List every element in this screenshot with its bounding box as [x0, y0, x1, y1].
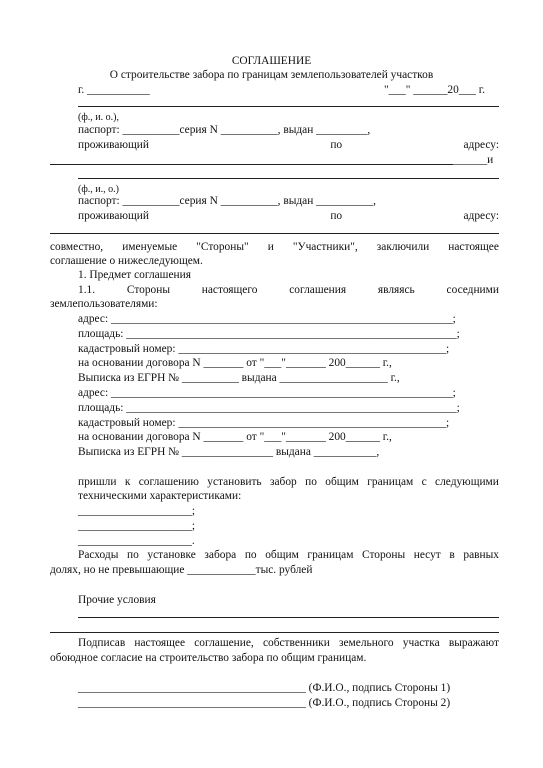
word: заключили	[376, 241, 430, 253]
party1-address-word: адресу:	[463, 139, 499, 151]
other-conditions-line-2	[50, 632, 499, 633]
word: по	[305, 476, 317, 488]
word: забора	[204, 549, 237, 561]
word: общим	[325, 476, 359, 488]
word: являясь	[377, 284, 415, 296]
word: именуемые	[122, 241, 178, 253]
sign-paragraph-line2: обоюдное согласие на строительство забора по общим границам.	[50, 652, 367, 664]
party1-name-line	[78, 106, 499, 107]
came-paragraph-line1	[78, 476, 499, 489]
word: по	[244, 549, 257, 561]
word: и	[267, 241, 274, 253]
word: собственники	[262, 637, 330, 649]
word: соглашению	[138, 476, 199, 488]
word: выражают	[448, 637, 499, 649]
word: установить	[207, 476, 262, 488]
signature-party2: ________________________________________ (Ф.И.О., подпись Стороны 2)	[78, 697, 451, 709]
word: следующими	[435, 476, 499, 488]
jointly-paragraph-line2: соглашение о нижеследующем.	[50, 255, 203, 267]
section1-heading: 1. Предмет соглашения	[78, 269, 191, 281]
plot2-area: площадь: __________________________________________________________;	[78, 402, 460, 414]
plot2-egrn: Выписка из ЕГРН № ________________ выдана ___________,	[78, 446, 380, 458]
other-conditions-line-1	[78, 617, 499, 618]
jointly-paragraph-line1	[50, 241, 499, 254]
word: настоящее	[448, 241, 499, 253]
word: 1.1.	[78, 284, 96, 296]
city-field: г. ___________	[78, 84, 150, 96]
date-field: "___" ______20___ г.	[384, 84, 485, 96]
word: забор	[270, 476, 297, 488]
party1-address-line	[78, 139, 499, 152]
word: границам	[307, 549, 354, 561]
word: Подписав	[78, 637, 126, 649]
doc-title: СОГЛАШЕНИЕ	[231, 55, 312, 67]
word: несут	[413, 549, 441, 561]
plot1-contract: на основании договора N _______ от "___"_______ 200______ г.,	[78, 357, 392, 369]
tech-line-3: ____________________.	[78, 535, 195, 547]
word: границам	[367, 476, 414, 488]
plot1-egrn: Выписка из ЕГРН № __________ выдана ___________________ г.,	[78, 372, 400, 384]
party1-passport: паспорт: __________серия N __________, выдан _________,	[78, 124, 371, 136]
word: Стороны	[126, 284, 170, 296]
word: участка	[402, 637, 440, 649]
party2-address-fill-line	[50, 233, 499, 234]
party2-passport: паспорт: __________серия N __________, выдан __________,	[78, 195, 376, 207]
word: земельного	[339, 637, 394, 649]
party1-and: ______и	[453, 154, 494, 166]
other-conditions-heading: Прочие условия	[78, 594, 156, 606]
p11-line1	[78, 284, 499, 297]
word: по	[126, 549, 139, 561]
plot1-address: адрес: ____________________________________________________________;	[78, 313, 456, 325]
sign-paragraph-line1	[78, 637, 499, 650]
word: к	[124, 476, 131, 488]
costs-paragraph-line2: долях, но не превышающие ____________тыс. рублей	[50, 564, 313, 576]
word: соглашения	[289, 284, 347, 296]
party2-po-word: по	[330, 210, 343, 222]
word: с	[421, 476, 427, 488]
plot2-address: адрес: ____________________________________________________________;	[78, 387, 456, 399]
party2-name-line	[78, 178, 499, 179]
party2-fio-hint: (ф., и., о.)	[78, 184, 119, 195]
came-paragraph-line2: техническими характеристиками:	[78, 490, 242, 502]
party1-address-fill-line	[50, 164, 453, 165]
word: в	[449, 549, 455, 561]
word: Расходы	[78, 549, 119, 561]
word: Стороны	[362, 549, 406, 561]
tech-line-2: ____________________;	[78, 520, 196, 532]
party1-living-word: проживающий	[78, 139, 149, 151]
word: совместно,	[50, 241, 104, 253]
word: равных	[463, 549, 499, 561]
party2-address-word: адресу:	[463, 210, 499, 222]
party1-po-word: по	[330, 139, 343, 151]
word: установке	[147, 549, 196, 561]
word: соседними	[446, 284, 499, 296]
doc-subtitle: О строительстве забора по границам землепользователей участков	[109, 69, 434, 81]
plot2-cadastral: кадастровый номер: _______________________________________________;	[78, 417, 450, 429]
word: соглашение,	[194, 637, 254, 649]
plot1-cadastral: кадастровый номер: _______________________________________________;	[78, 343, 450, 355]
party2-living-word: проживающий	[78, 210, 149, 222]
word: "Участники",	[292, 241, 358, 253]
plot1-area: площадь: __________________________________________________________;	[78, 328, 460, 340]
signature-party1: ________________________________________ (Ф.И.О., подпись Стороны 1)	[78, 682, 451, 694]
word: настоящее	[134, 637, 186, 649]
word: пришли	[78, 476, 117, 488]
tech-line-1: ____________________;	[78, 505, 196, 517]
word: настоящего	[201, 284, 258, 296]
party1-fio-hint: (ф., и. о.),	[78, 112, 119, 123]
party2-address-line	[78, 210, 499, 223]
word: "Стороны"	[196, 241, 249, 253]
p11-line2: землепользователями:	[50, 298, 158, 310]
costs-paragraph-line1	[78, 549, 499, 562]
word: общим	[265, 549, 299, 561]
plot2-contract: на основании договора N _______ от "___"_______ 200______ г.,	[78, 431, 392, 443]
